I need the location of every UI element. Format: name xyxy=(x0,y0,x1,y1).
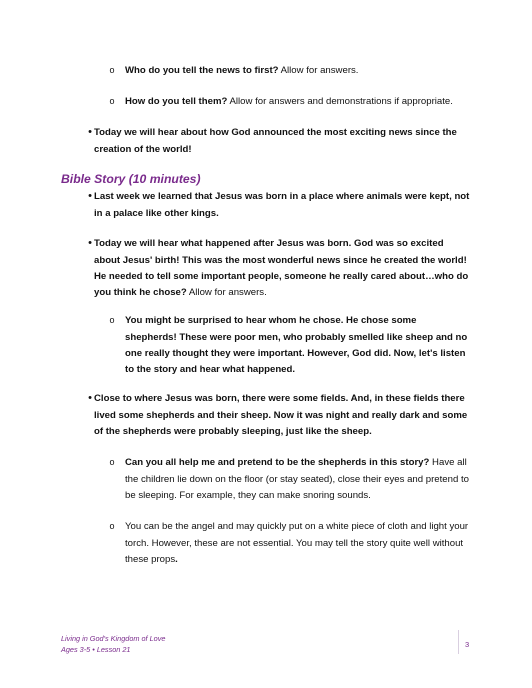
paragraph-line: the children lie down on the floor (or stay seated), close their eyes and pretend to xyxy=(125,474,469,485)
sub-bullet-marker: o xyxy=(109,96,115,106)
paragraph-line: one really thought they were important. However, God did. Now, let's listen xyxy=(125,348,466,359)
sub-bullet-marker: o xyxy=(109,457,115,467)
bullet-marker: • xyxy=(88,237,92,249)
paragraph-line: to the story and hear what happened. xyxy=(125,364,296,375)
paragraph-line: Close to where Jesus was born, there were some fields. And, in these fields there xyxy=(94,393,465,404)
paragraph-line: about Jesus' birth! This was the most wonderful news since he created the world! xyxy=(94,255,467,266)
paragraph-line: torch. However, these are not essential. You may tell the story quite well without xyxy=(125,538,464,549)
paragraph-line: be sleeping. For example, they can make snoring sounds. xyxy=(125,490,371,501)
page-number: 3 xyxy=(465,640,470,649)
paragraph-line: Can you all help me and pretend to be the shepherds in this story? Have all xyxy=(125,457,467,468)
footer-title: Living in God's Kingdom of Love xyxy=(61,634,166,643)
bullet-marker: • xyxy=(88,392,92,404)
sub-bullet-marker: o xyxy=(109,65,115,75)
paragraph-line: Last week we learned that Jesus was born in a place where animals were kept, not xyxy=(94,191,470,202)
paragraph-line: shepherds! These were poor men, who probably smelled like sheep and no xyxy=(125,332,468,343)
paragraph-line: you think he chose? Allow for answers. xyxy=(94,287,267,298)
paragraph-line: of the shepherds were probably sleeping, just like the sheep. xyxy=(94,426,372,437)
paragraph-line: Today we will hear what happened after Jesus was born. God was so excited xyxy=(94,238,444,249)
sub-bullet-marker: o xyxy=(109,315,115,325)
paragraph-line: in a palace like other kings. xyxy=(94,208,219,219)
sub-bullet-marker: o xyxy=(109,521,115,531)
bullet-marker: • xyxy=(88,126,92,138)
question-how-tell: How do you tell them? Allow for answers and demonstrations if appropriate. xyxy=(125,96,453,107)
paragraph-line: creation of the world! xyxy=(94,144,192,155)
paragraph-line: these props. xyxy=(125,554,178,565)
paragraph-line: lived some shepherds and their sheep. Now it was night and really dark and some xyxy=(94,410,468,421)
question-news-first: Who do you tell the news to first? Allow for answers. xyxy=(125,65,359,76)
paragraph-line: You can be the angel and may quickly put on a white piece of cloth and light your xyxy=(125,521,469,532)
bullet-marker: • xyxy=(88,190,92,202)
paragraph-line: Today we will hear about how God announced the most exciting news since the xyxy=(94,127,457,138)
paragraph-line: He needed to tell some important people, someone he really cared about…who do xyxy=(94,271,469,282)
page-footer xyxy=(61,633,165,655)
paragraph-line: You might be surprised to hear whom he chose. He chose some xyxy=(125,315,417,326)
section-heading: Bible Story (10 minutes) xyxy=(61,172,201,186)
footer-subtitle: Ages 3-5 • Lesson 21 xyxy=(61,645,131,654)
footer-divider xyxy=(458,630,459,654)
